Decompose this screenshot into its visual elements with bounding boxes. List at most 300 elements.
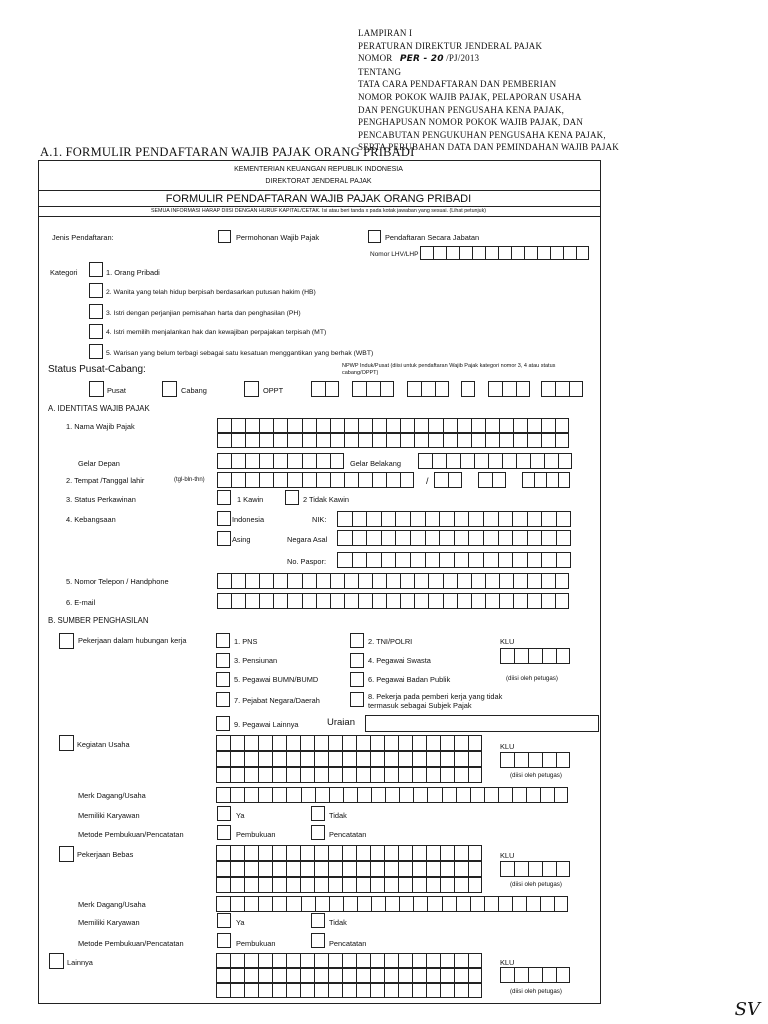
char-cell[interactable] (316, 418, 330, 433)
char-cell[interactable] (217, 472, 231, 488)
char-cell[interactable] (556, 530, 571, 546)
char-cell[interactable] (258, 877, 272, 893)
email-input[interactable] (217, 593, 569, 609)
char-cell[interactable] (488, 381, 502, 397)
char-cell[interactable] (385, 787, 399, 803)
char-cell[interactable] (286, 787, 300, 803)
char-cell[interactable] (259, 433, 273, 448)
char-cell[interactable] (440, 845, 454, 861)
char-cell[interactable] (273, 418, 287, 433)
pk-1-checkbox[interactable] (216, 633, 230, 648)
char-cell[interactable] (337, 530, 352, 546)
char-cell[interactable] (498, 552, 513, 568)
char-cell[interactable] (286, 953, 300, 968)
klu-input-3[interactable] (500, 861, 570, 877)
char-cell[interactable] (258, 735, 272, 751)
char-cell[interactable] (314, 735, 328, 751)
char-cell[interactable] (286, 983, 300, 998)
char-cell[interactable] (512, 552, 527, 568)
char-cell[interactable] (546, 472, 558, 488)
char-cell[interactable] (439, 552, 454, 568)
char-cell[interactable] (500, 752, 514, 768)
char-cell[interactable] (230, 767, 244, 783)
telepon-input[interactable] (217, 573, 569, 589)
char-cell[interactable] (272, 953, 286, 968)
kategori-3-checkbox[interactable] (89, 304, 103, 319)
char-cell[interactable] (498, 896, 512, 912)
char-cell[interactable] (485, 433, 499, 448)
char-cell[interactable] (217, 433, 231, 448)
char-cell[interactable] (454, 968, 468, 983)
char-cell[interactable] (287, 472, 301, 488)
pencatatan-1[interactable] (311, 825, 325, 840)
pk-3-checkbox[interactable] (216, 653, 230, 668)
char-cell[interactable] (380, 381, 394, 397)
char-cell[interactable] (541, 530, 556, 546)
char-cell[interactable] (471, 418, 485, 433)
char-cell[interactable] (492, 472, 506, 488)
char-cell[interactable] (528, 861, 542, 877)
char-cell[interactable] (485, 418, 499, 433)
char-cell[interactable] (528, 752, 542, 768)
karyawan-tidak-2[interactable] (311, 913, 325, 928)
pekerjaan-checkbox[interactable] (59, 633, 74, 649)
char-cell[interactable] (412, 861, 426, 877)
char-cell[interactable] (522, 472, 534, 488)
char-cell[interactable] (425, 511, 440, 527)
char-cell[interactable] (217, 593, 231, 609)
char-cell[interactable] (300, 845, 314, 861)
char-cell[interactable] (442, 787, 456, 803)
npwp-seg2[interactable] (352, 381, 394, 397)
char-cell[interactable] (386, 472, 400, 488)
char-cell[interactable] (512, 787, 526, 803)
status-oppt-checkbox[interactable] (244, 381, 259, 397)
pk-9-checkbox[interactable] (216, 716, 230, 731)
char-cell[interactable] (569, 381, 583, 397)
char-cell[interactable] (556, 967, 570, 983)
char-cell[interactable] (399, 787, 413, 803)
char-cell[interactable] (398, 861, 412, 877)
char-cell[interactable] (258, 751, 272, 767)
char-cell[interactable] (440, 877, 454, 893)
char-cell[interactable] (418, 453, 432, 469)
char-cell[interactable] (428, 418, 442, 433)
char-cell[interactable] (217, 418, 231, 433)
char-cell[interactable] (245, 433, 259, 448)
lainnya-checkbox[interactable] (49, 953, 64, 969)
tgl-lahir-dd[interactable] (434, 472, 462, 488)
char-cell[interactable] (272, 983, 286, 998)
char-cell[interactable] (457, 573, 471, 589)
char-cell[interactable] (231, 418, 245, 433)
karyawan-tidak-1[interactable] (311, 806, 325, 821)
char-cell[interactable] (499, 573, 513, 589)
char-cell[interactable] (386, 418, 400, 433)
char-cell[interactable] (400, 433, 414, 448)
char-cell[interactable] (563, 246, 576, 260)
char-cell[interactable] (328, 735, 342, 751)
char-cell[interactable] (356, 968, 370, 983)
pk-4-checkbox[interactable] (350, 653, 364, 668)
char-cell[interactable] (358, 418, 372, 433)
char-cell[interactable] (352, 511, 367, 527)
char-cell[interactable] (352, 552, 367, 568)
char-cell[interactable] (541, 433, 555, 448)
char-cell[interactable] (286, 767, 300, 783)
char-cell[interactable] (471, 433, 485, 448)
char-cell[interactable] (356, 877, 370, 893)
char-cell[interactable] (366, 552, 381, 568)
npwp-seg6[interactable] (541, 381, 583, 397)
merk-input-2[interactable] (216, 896, 568, 912)
char-cell[interactable] (330, 472, 344, 488)
char-cell[interactable] (398, 845, 412, 861)
char-cell[interactable] (384, 968, 398, 983)
char-cell[interactable] (398, 877, 412, 893)
char-cell[interactable] (513, 418, 527, 433)
char-cell[interactable] (314, 845, 328, 861)
char-cell[interactable] (384, 845, 398, 861)
char-cell[interactable] (370, 845, 384, 861)
char-cell[interactable] (300, 751, 314, 767)
char-cell[interactable] (558, 453, 572, 469)
char-cell[interactable] (314, 767, 328, 783)
char-cell[interactable] (314, 877, 328, 893)
char-cell[interactable] (439, 511, 454, 527)
char-cell[interactable] (386, 433, 400, 448)
char-cell[interactable] (426, 767, 440, 783)
char-cell[interactable] (516, 381, 530, 397)
kegiatan-row3[interactable] (216, 767, 482, 783)
char-cell[interactable] (300, 767, 314, 783)
char-cell[interactable] (216, 845, 230, 861)
char-cell[interactable] (356, 953, 370, 968)
char-cell[interactable] (330, 453, 344, 469)
gelar-belakang-input[interactable] (418, 453, 572, 469)
char-cell[interactable] (555, 418, 569, 433)
pembukuan-1[interactable] (217, 825, 231, 840)
char-cell[interactable] (556, 861, 570, 877)
char-cell[interactable] (426, 983, 440, 998)
char-cell[interactable] (314, 983, 328, 998)
char-cell[interactable] (412, 983, 426, 998)
char-cell[interactable] (302, 433, 316, 448)
char-cell[interactable] (498, 246, 511, 260)
char-cell[interactable] (395, 530, 410, 546)
char-cell[interactable] (381, 530, 396, 546)
char-cell[interactable] (273, 573, 287, 589)
char-cell[interactable] (258, 896, 272, 912)
char-cell[interactable] (511, 246, 524, 260)
char-cell[interactable] (398, 767, 412, 783)
kegiatan-checkbox[interactable] (59, 735, 74, 751)
char-cell[interactable] (311, 381, 325, 397)
char-cell[interactable] (342, 751, 356, 767)
char-cell[interactable] (244, 787, 258, 803)
char-cell[interactable] (395, 511, 410, 527)
char-cell[interactable] (230, 968, 244, 983)
char-cell[interactable] (514, 648, 528, 664)
char-cell[interactable] (384, 953, 398, 968)
char-cell[interactable] (527, 530, 542, 546)
char-cell[interactable] (498, 511, 513, 527)
char-cell[interactable] (540, 896, 554, 912)
npwp-seg1[interactable] (311, 381, 339, 397)
char-cell[interactable] (398, 751, 412, 767)
char-cell[interactable] (302, 472, 316, 488)
char-cell[interactable] (301, 787, 315, 803)
pk-8-checkbox[interactable] (350, 692, 364, 707)
char-cell[interactable] (457, 433, 471, 448)
klu-input-4[interactable] (500, 967, 570, 983)
char-cell[interactable] (216, 953, 230, 968)
char-cell[interactable] (300, 861, 314, 877)
char-cell[interactable] (245, 573, 259, 589)
char-cell[interactable] (342, 968, 356, 983)
char-cell[interactable] (371, 787, 385, 803)
char-cell[interactable] (384, 751, 398, 767)
char-cell[interactable] (216, 968, 230, 983)
char-cell[interactable] (398, 968, 412, 983)
char-cell[interactable] (443, 573, 457, 589)
lainnya-row3[interactable] (216, 983, 482, 998)
char-cell[interactable] (342, 735, 356, 751)
char-cell[interactable] (498, 787, 512, 803)
char-cell[interactable] (258, 787, 272, 803)
char-cell[interactable] (398, 953, 412, 968)
char-cell[interactable] (386, 593, 400, 609)
char-cell[interactable] (330, 593, 344, 609)
char-cell[interactable] (398, 735, 412, 751)
char-cell[interactable] (555, 573, 569, 589)
char-cell[interactable] (372, 418, 386, 433)
char-cell[interactable] (300, 968, 314, 983)
char-cell[interactable] (556, 552, 571, 568)
char-cell[interactable] (420, 246, 433, 260)
char-cell[interactable] (558, 472, 570, 488)
char-cell[interactable] (230, 751, 244, 767)
char-cell[interactable] (287, 453, 301, 469)
char-cell[interactable] (514, 967, 528, 983)
char-cell[interactable] (272, 751, 286, 767)
char-cell[interactable] (258, 968, 272, 983)
char-cell[interactable] (541, 573, 555, 589)
char-cell[interactable] (468, 552, 483, 568)
char-cell[interactable] (372, 573, 386, 589)
char-cell[interactable] (258, 861, 272, 877)
char-cell[interactable] (356, 861, 370, 877)
char-cell[interactable] (384, 767, 398, 783)
char-cell[interactable] (358, 472, 372, 488)
char-cell[interactable] (258, 983, 272, 998)
char-cell[interactable] (244, 953, 258, 968)
char-cell[interactable] (454, 877, 468, 893)
char-cell[interactable] (316, 573, 330, 589)
char-cell[interactable] (500, 648, 514, 664)
char-cell[interactable] (287, 418, 301, 433)
char-cell[interactable] (440, 767, 454, 783)
char-cell[interactable] (342, 983, 356, 998)
char-cell[interactable] (342, 877, 356, 893)
char-cell[interactable] (468, 968, 482, 983)
char-cell[interactable] (385, 896, 399, 912)
char-cell[interactable] (272, 845, 286, 861)
char-cell[interactable] (488, 453, 502, 469)
char-cell[interactable] (534, 472, 546, 488)
char-cell[interactable] (443, 418, 457, 433)
bebas-row2[interactable] (216, 861, 482, 877)
char-cell[interactable] (440, 735, 454, 751)
char-cell[interactable] (316, 472, 330, 488)
char-cell[interactable] (412, 968, 426, 983)
paspor-input[interactable] (337, 552, 571, 568)
char-cell[interactable] (446, 246, 459, 260)
char-cell[interactable] (230, 787, 244, 803)
char-cell[interactable] (555, 381, 569, 397)
char-cell[interactable] (550, 246, 563, 260)
char-cell[interactable] (527, 573, 541, 589)
char-cell[interactable] (342, 767, 356, 783)
char-cell[interactable] (344, 472, 358, 488)
char-cell[interactable] (244, 845, 258, 861)
char-cell[interactable] (258, 845, 272, 861)
char-cell[interactable] (499, 433, 513, 448)
char-cell[interactable] (370, 751, 384, 767)
char-cell[interactable] (412, 877, 426, 893)
pk-7-checkbox[interactable] (216, 692, 230, 707)
char-cell[interactable] (372, 472, 386, 488)
char-cell[interactable] (542, 861, 556, 877)
jenis-permohonan-checkbox[interactable] (218, 230, 231, 243)
char-cell[interactable] (395, 552, 410, 568)
char-cell[interactable] (433, 246, 446, 260)
char-cell[interactable] (370, 735, 384, 751)
char-cell[interactable] (468, 511, 483, 527)
char-cell[interactable] (328, 953, 342, 968)
char-cell[interactable] (440, 968, 454, 983)
bebas-row1[interactable] (216, 845, 482, 861)
char-cell[interactable] (468, 530, 483, 546)
char-cell[interactable] (300, 953, 314, 968)
char-cell[interactable] (370, 968, 384, 983)
char-cell[interactable] (542, 752, 556, 768)
char-cell[interactable] (428, 573, 442, 589)
char-cell[interactable] (443, 433, 457, 448)
char-cell[interactable] (432, 453, 446, 469)
char-cell[interactable] (527, 593, 541, 609)
char-cell[interactable] (457, 418, 471, 433)
char-cell[interactable] (231, 453, 245, 469)
char-cell[interactable] (315, 896, 329, 912)
char-cell[interactable] (542, 967, 556, 983)
char-cell[interactable] (314, 953, 328, 968)
char-cell[interactable] (259, 453, 273, 469)
char-cell[interactable] (541, 418, 555, 433)
char-cell[interactable] (342, 953, 356, 968)
pembukuan-2[interactable] (217, 933, 231, 948)
klu-input-2[interactable] (500, 752, 570, 768)
char-cell[interactable] (272, 968, 286, 983)
status-pusat-checkbox[interactable] (89, 381, 104, 397)
char-cell[interactable] (454, 983, 468, 998)
char-cell[interactable] (471, 593, 485, 609)
char-cell[interactable] (230, 896, 244, 912)
uraian-input[interactable] (365, 715, 599, 732)
char-cell[interactable] (425, 552, 440, 568)
char-cell[interactable] (342, 845, 356, 861)
char-cell[interactable] (328, 845, 342, 861)
char-cell[interactable] (576, 246, 589, 260)
char-cell[interactable] (400, 593, 414, 609)
char-cell[interactable] (514, 861, 528, 877)
char-cell[interactable] (440, 983, 454, 998)
char-cell[interactable] (428, 433, 442, 448)
char-cell[interactable] (516, 453, 530, 469)
char-cell[interactable] (498, 530, 513, 546)
char-cell[interactable] (217, 573, 231, 589)
char-cell[interactable] (358, 593, 372, 609)
char-cell[interactable] (216, 735, 230, 751)
kategori-5-checkbox[interactable] (89, 344, 103, 359)
char-cell[interactable] (287, 593, 301, 609)
char-cell[interactable] (370, 877, 384, 893)
char-cell[interactable] (460, 453, 474, 469)
char-cell[interactable] (524, 246, 537, 260)
char-cell[interactable] (483, 552, 498, 568)
char-cell[interactable] (502, 453, 516, 469)
char-cell[interactable] (541, 552, 556, 568)
nomor-lhv-input[interactable] (420, 246, 589, 260)
char-cell[interactable] (356, 735, 370, 751)
char-cell[interactable] (470, 787, 484, 803)
char-cell[interactable] (442, 896, 456, 912)
char-cell[interactable] (231, 593, 245, 609)
char-cell[interactable] (412, 751, 426, 767)
char-cell[interactable] (381, 552, 396, 568)
char-cell[interactable] (258, 953, 272, 968)
char-cell[interactable] (541, 593, 555, 609)
char-cell[interactable] (337, 552, 352, 568)
char-cell[interactable] (342, 861, 356, 877)
pk-2-checkbox[interactable] (350, 633, 364, 648)
char-cell[interactable] (499, 593, 513, 609)
char-cell[interactable] (259, 472, 273, 488)
char-cell[interactable] (230, 877, 244, 893)
char-cell[interactable] (526, 896, 540, 912)
merk-input-1[interactable] (216, 787, 568, 803)
char-cell[interactable] (413, 896, 427, 912)
char-cell[interactable] (245, 593, 259, 609)
char-cell[interactable] (400, 418, 414, 433)
char-cell[interactable] (410, 530, 425, 546)
char-cell[interactable] (286, 877, 300, 893)
char-cell[interactable] (216, 896, 230, 912)
kawin-checkbox[interactable] (217, 490, 231, 505)
char-cell[interactable] (410, 511, 425, 527)
char-cell[interactable] (300, 983, 314, 998)
char-cell[interactable] (454, 845, 468, 861)
char-cell[interactable] (302, 453, 316, 469)
char-cell[interactable] (426, 953, 440, 968)
char-cell[interactable] (244, 861, 258, 877)
char-cell[interactable] (412, 845, 426, 861)
kategori-1-checkbox[interactable] (89, 262, 103, 277)
char-cell[interactable] (372, 433, 386, 448)
char-cell[interactable] (554, 787, 568, 803)
char-cell[interactable] (454, 735, 468, 751)
char-cell[interactable] (316, 433, 330, 448)
